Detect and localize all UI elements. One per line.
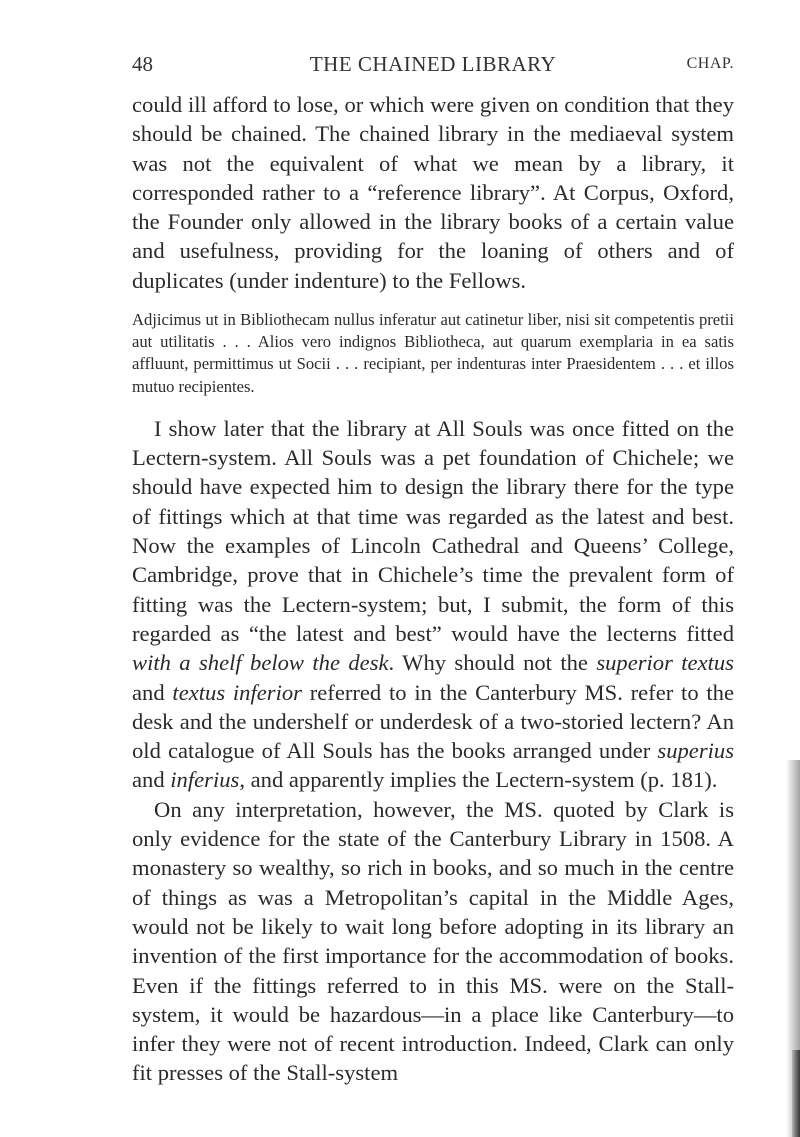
italic-phrase: textus inferior bbox=[172, 679, 302, 705]
paragraph-2 bbox=[132, 414, 734, 795]
italic-phrase: superius bbox=[657, 738, 734, 764]
page-number: 48 bbox=[132, 52, 153, 76]
text-run: referred to in the Canterbury MS. refer to the desk and the undershelf or underdesk of a two-storied lectern? An old catalogue of All Souls has the books arranged under bbox=[132, 679, 735, 764]
latin-quotation: Adjicimus ut in Bibliothecam nullus inferatur aut catinetur liber, nisi sit competentis pretii aut utilitatis . . . Alios vero indignos Bibliotheca, aut quarum exemplaria in ea satis affluunt, permittimus ut Socii . . . recipiant, per indenturas inter Praesidentem . . . et illos mutuo recipientes. bbox=[132, 310, 734, 396]
paragraph-1: could ill afford to lose, or which were given on condition that they should be chained. The chained library in the mediaeval system was not the equivalent of what we mean by a library, it corresponded rather to a “reference library”. At Corpus, Oxford, the Founder only allowed in the library books of a certain value and usefulness, providing for the loaning of others and of duplicates (under indenture) to the Fellows. bbox=[132, 92, 734, 293]
page-edge-shadow-dark bbox=[792, 1050, 800, 1137]
text-run: and bbox=[132, 679, 173, 705]
text-run: I show later that the library at All Souls was once fitted on the Lectern-system. All Souls was a pet foundation of Chichele; we should have expected him to design the library there for the type of fittings which at that time was regarded as the latest and best. Now the examples of Lincoln Cathedral and Queens’ College, Cambridge, prove that in Chichele’s time the prevalent form of fitting was the Lectern-system; but, I submit, the form of this regarded as “the latest and best” would have the lecterns fitted bbox=[132, 415, 734, 646]
paragraph-3: On any interpretation, however, the MS. quoted by Clark is only evidence for the state of the Canterbury Library in 1508. A monastery so wealthy, so rich in books, and so much in the centre of things as was a Metropolitan’s capital in the Middle Ages, would not be likely to wait long before adopting in its library an invention of the first importance for the accommodation of books. Even if the fittings referred to in this MS. were on the Stall-system, it would be hazardous—in a place like Canterbury—to infer they were not of recent introduction. Indeed, Clark can only fit presses of the Stall-system bbox=[132, 796, 734, 1086]
body-text bbox=[132, 90, 734, 1088]
italic-phrase: inferius bbox=[170, 767, 240, 793]
text-run: , and apparently implies the Lectern-system (p. 181). bbox=[239, 767, 718, 793]
text-run: . Why should not the bbox=[388, 650, 597, 676]
chapter-label: CHAP. bbox=[686, 55, 734, 72]
running-title: THE CHAINED LIBRARY bbox=[309, 52, 557, 76]
text-run: and bbox=[132, 767, 171, 793]
running-header bbox=[132, 52, 734, 82]
italic-phrase: superior textus bbox=[596, 650, 734, 676]
italic-phrase: with a shelf below the desk bbox=[132, 650, 389, 676]
